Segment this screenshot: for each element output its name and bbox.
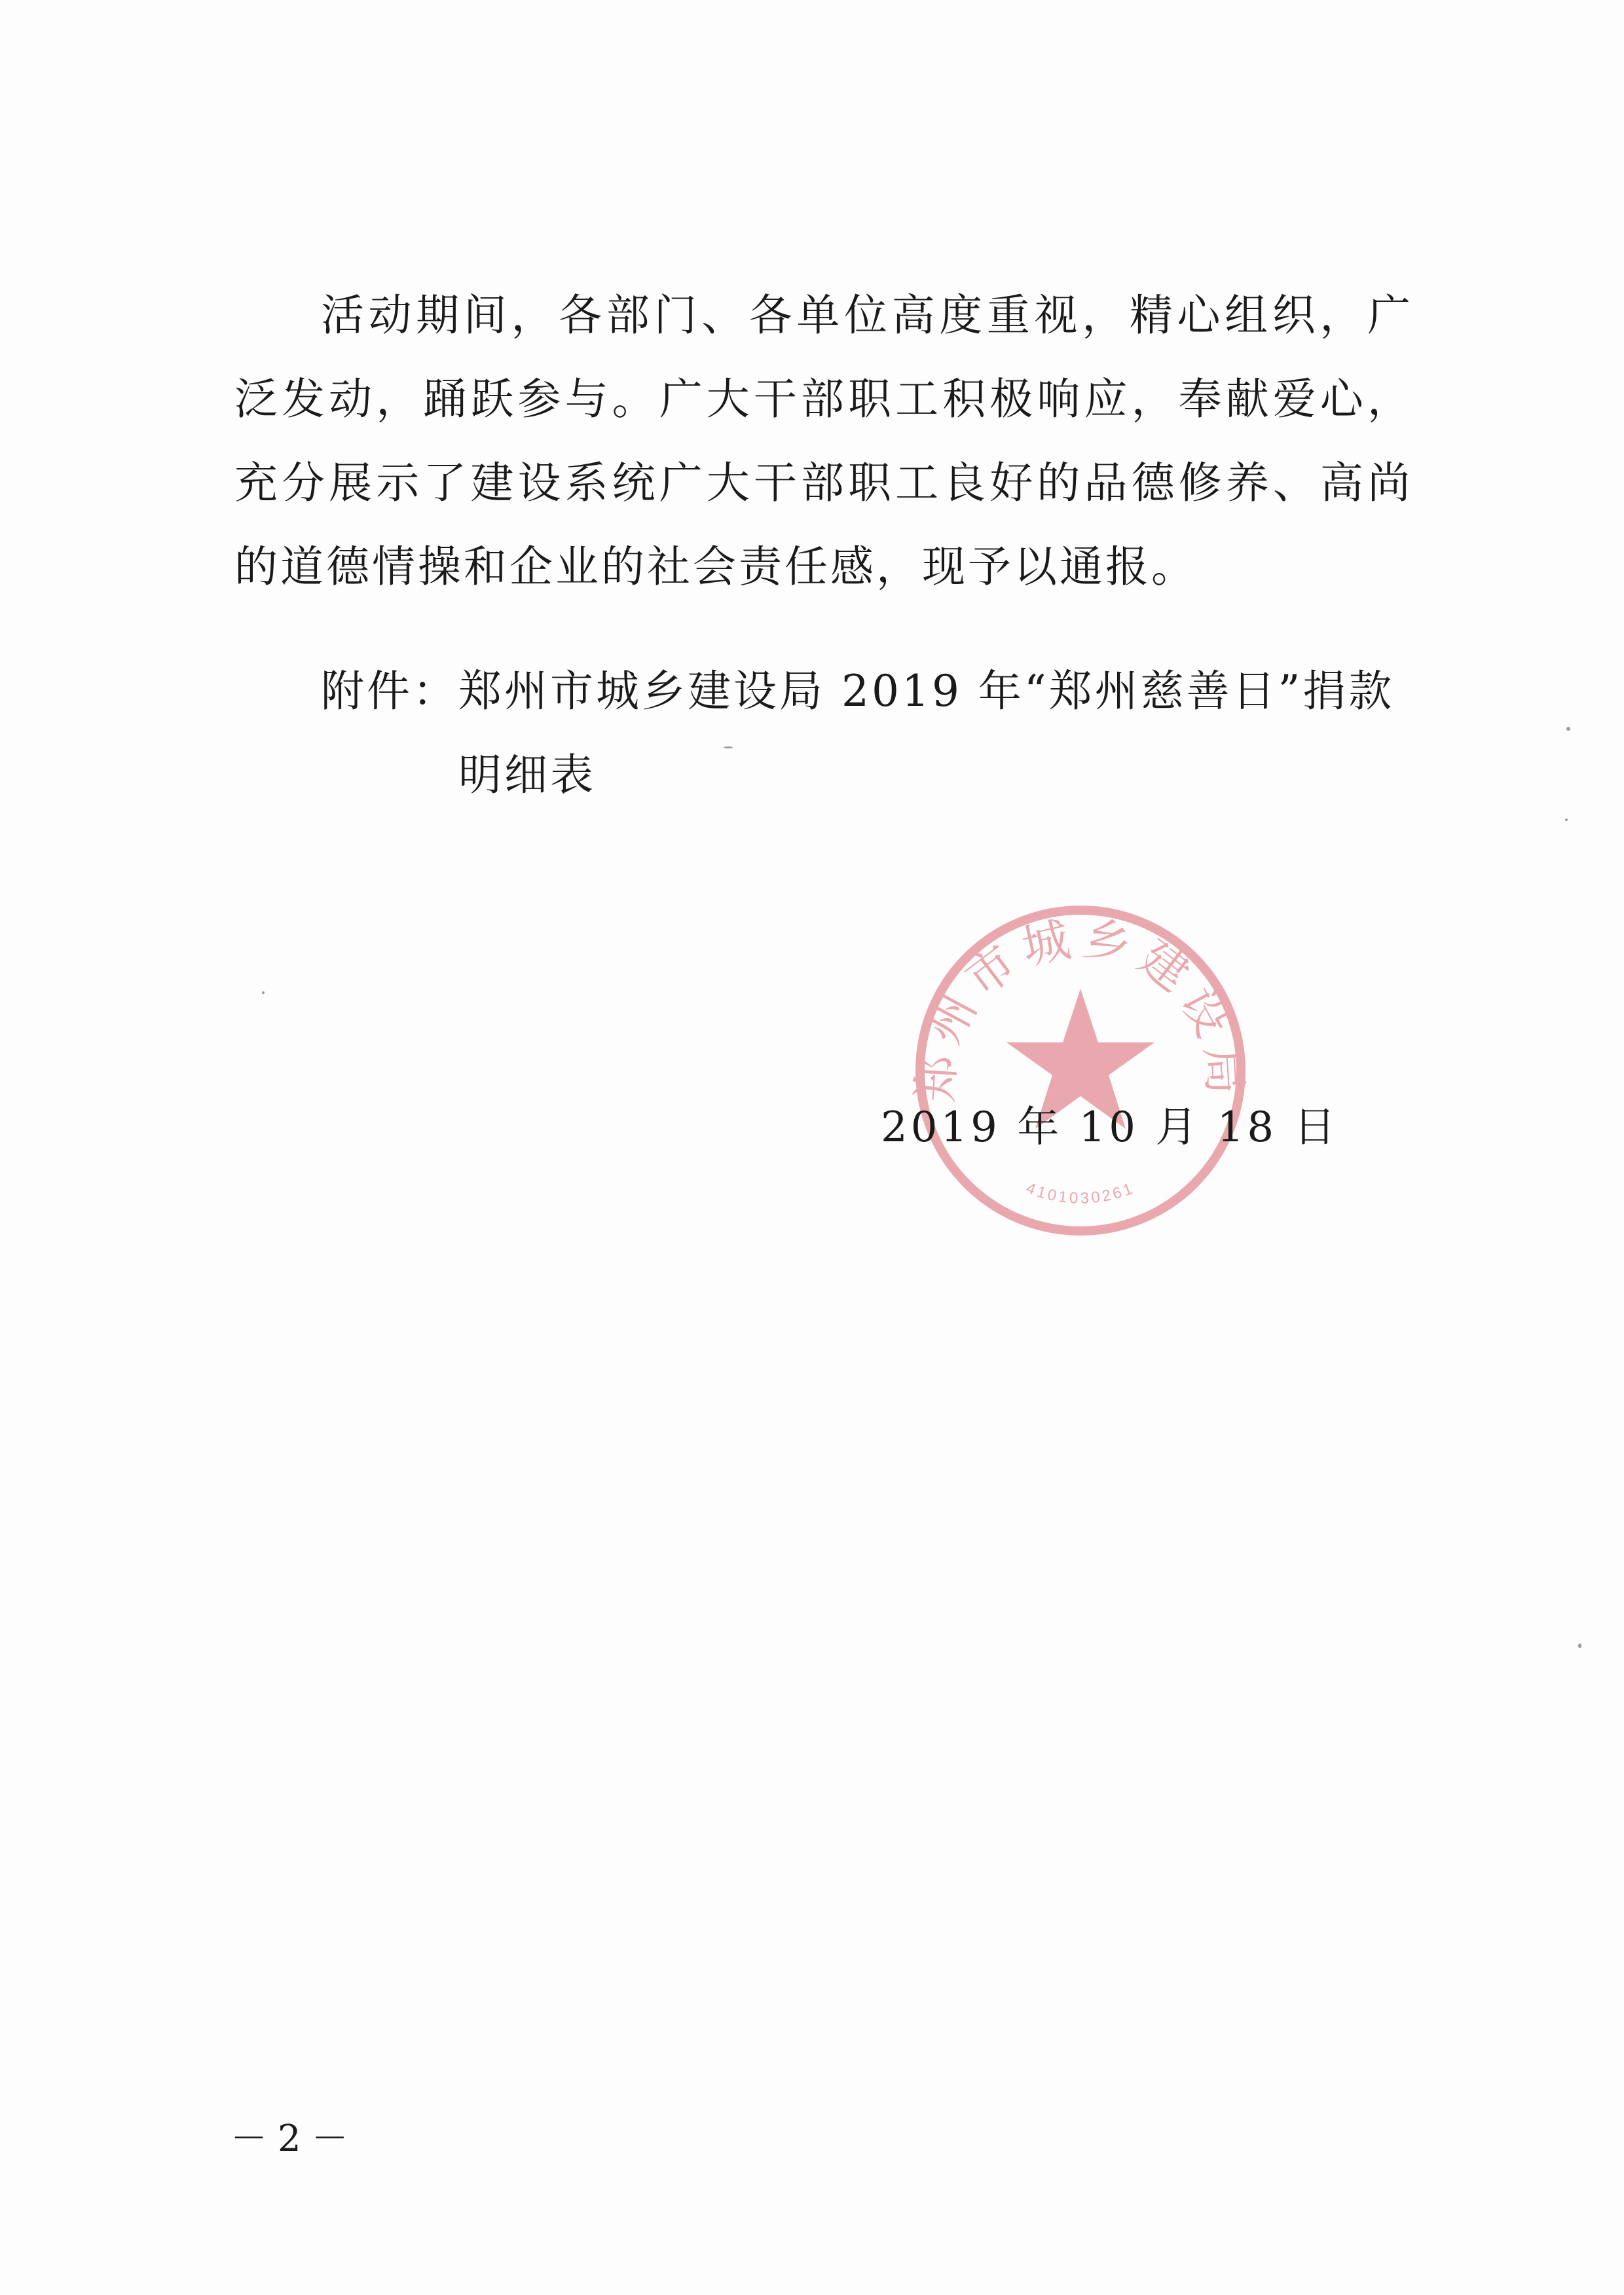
scan-speck — [1578, 1643, 1581, 1648]
seal-code: 4101030261 — [1024, 1179, 1137, 1207]
scan-speck — [724, 746, 733, 748]
scan-speck — [1565, 818, 1568, 821]
attachment-label: 附件： — [321, 666, 458, 716]
seal-org-name: 郑州市城乡建设局 — [909, 911, 1252, 1104]
official-seal — [907, 897, 1254, 1244]
page-number: －2－ — [231, 2118, 359, 2160]
scan-speck — [262, 991, 265, 994]
attachment-note — [321, 650, 1421, 817]
attachment-title: 郑州市城乡建设局 2019 年“郑州慈善日”捐款明细表 — [458, 666, 1395, 800]
issue-date: 2019 年 10 月 18 日 — [881, 1103, 1339, 1152]
scan-speck — [1566, 727, 1570, 731]
body-text — [234, 274, 1413, 609]
body-paragraph: 活动期间，各部门、各单位高度重视，精心组织，广泛发动，踊跃参与。广大干部职工积极响应，奉献爱心，充分展示了建设系统广大干部职工良好的品德修养、高尚的道德情操和企业的社会责任感，现予以通报。 — [234, 290, 1413, 592]
